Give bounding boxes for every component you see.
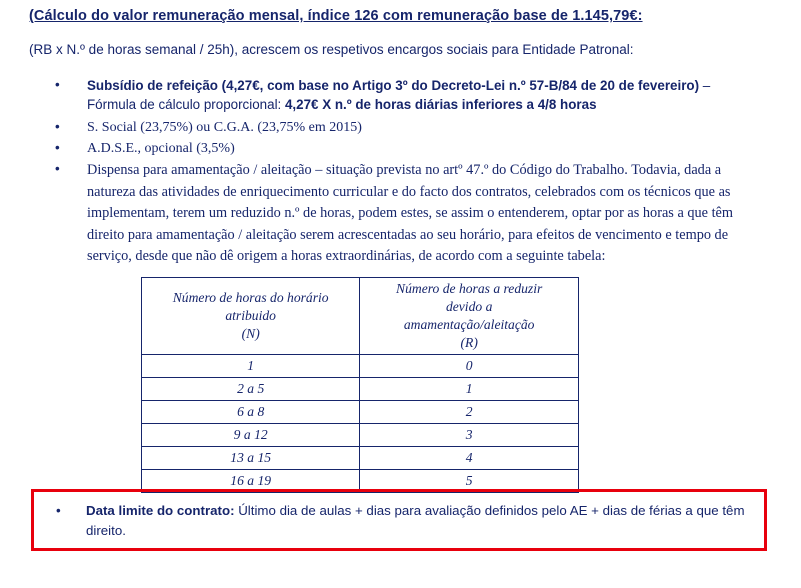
list-item [55,139,755,158]
bullet-1-regular: – Fórmula de cálculo proporcional: [87,78,711,112]
header-n-line1: Número de horas do horário [172,290,329,305]
list-item-text [87,76,755,114]
table-row [142,424,579,447]
table-cell-n: 9 a 12 [142,424,360,447]
list-item [55,118,755,137]
list-item-text: Dispensa para amamentação / aleitação – situação prevista no artº 47.º do Código do Trabalho. Todavia, dada a natureza das atividades de enriquecimento curricular e do facto dos contratos, celebrados com os técnicos que as implementam, terem um reduzido n.º de horas, podem estes, se assim o entenderem, optar por as horas a que têm direito para amamentação / aleitação serem acrescentadas ao seu horário, para efeitos de vencimento e tempo de serviço, desde que não dê origem a horas extraordinárias, de acordo com a seguinte tabela: [87,162,734,264]
bullet-marker-icon: • [55,77,60,92]
intro-paragraph: (RB x N.º de horas semanal / 25h), acrescem os respetivos encargos sociais para Entidade Patronal: [29,42,634,57]
table-row [142,378,579,401]
bullet-marker-icon: • [56,503,61,518]
table-cell-r: 1 [360,378,579,401]
table-cell-n: 6 a 8 [142,401,360,424]
bullet-marker-icon: • [55,161,60,176]
list-item [55,160,755,268]
table-row [142,447,579,470]
header-n-line3: (N) [241,326,260,341]
table-cell-r: 0 [360,355,579,378]
table-row [142,401,579,424]
table-cell-r: 2 [360,401,579,424]
bullet-1-bold-tail: 4,27€ X n.º de horas diárias inferiores a 4/8 horas [284,97,597,112]
hours-reduction-table [141,277,579,493]
bullet-1-bold: Subsídio de refeição (4,27€, com base no Artigo 3º do Decreto-Lei n.º 57-B/84 de 20 de fevereiro) [87,78,700,93]
list-item [55,76,755,114]
table-header-cell-n [142,278,360,355]
list-item-text: A.D.S.E., opcional (3,5%) [87,141,235,156]
table-cell-r: 3 [360,424,579,447]
table-header-row [142,278,579,355]
table-cell-n: 16 a 19 [142,470,360,493]
bullet-list [55,76,755,270]
table-cell-r: 4 [360,447,579,470]
highlight-label: Data limite do contrato: [86,503,235,518]
table-row [142,355,579,378]
highlight-body: Último dia de aulas + dias para avaliação definidos pelo AE + dias de férias a que têm direito. [86,503,745,538]
table-cell-r: 5 [360,470,579,493]
highlighted-note-text [86,501,746,541]
table-cell-n: 1 [142,355,360,378]
header-r-line4: (R) [460,335,478,350]
header-n-line2: atribuido [225,308,276,323]
header-r-line1: Número de horas a reduzir [396,281,543,296]
header-r-line3: amamentação/aleitação [403,317,535,332]
bullet-marker-icon: • [55,119,60,134]
bullet-marker-icon: • [55,140,60,155]
header-r-line2: devido a [445,299,493,314]
table-header-cell-r [360,278,579,355]
highlighted-note [56,501,746,541]
list-item-text: S. Social (23,75%) ou C.G.A. (23,75% em 2015) [87,120,362,135]
page-heading: (Cálculo do valor remuneração mensal, índice 126 com remuneração base de 1.145,79€: [29,8,643,24]
table-cell-n: 2 a 5 [142,378,360,401]
table-cell-n: 13 a 15 [142,447,360,470]
